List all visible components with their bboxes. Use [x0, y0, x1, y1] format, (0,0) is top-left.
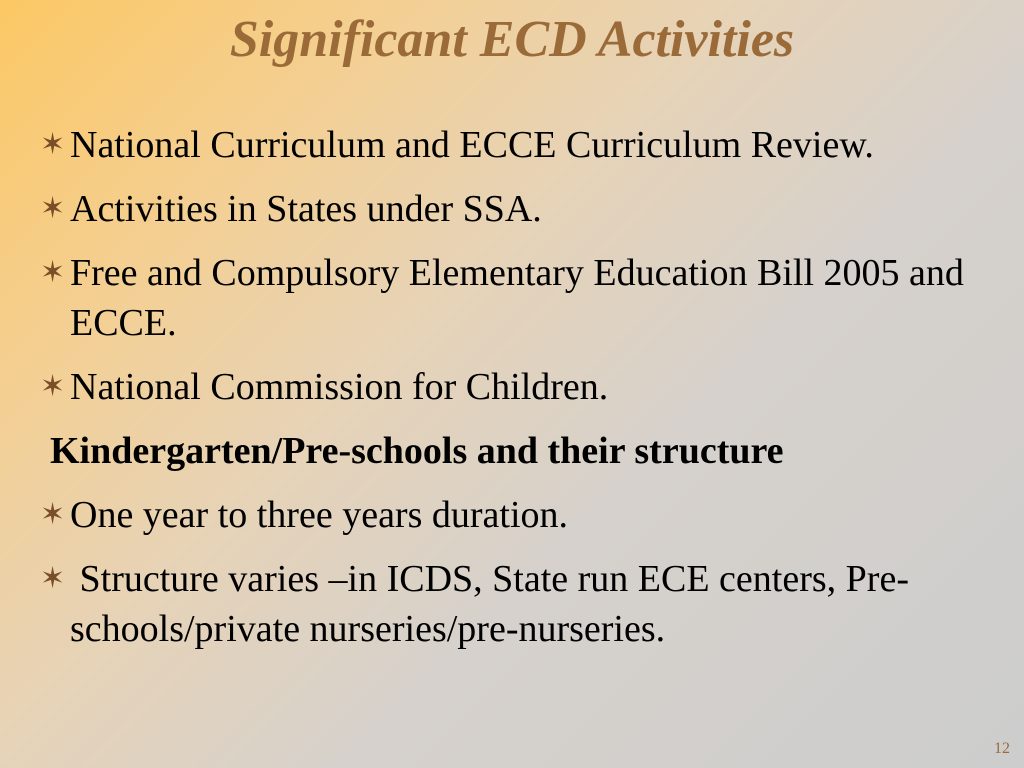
slide-title: Significant ECD Activities — [229, 11, 795, 68]
bullet-text: National Commission for Children. — [70, 366, 609, 408]
star-icon: ✶ — [40, 192, 66, 225]
section-heading: Kindergarten/Pre-schools and their structure — [50, 430, 784, 472]
bullet-item — [40, 248, 1010, 348]
bullet-item — [40, 120, 1010, 170]
page-number: 12 — [994, 740, 1010, 757]
bullet-list — [40, 120, 1010, 654]
bullet-item — [40, 490, 1010, 540]
bullet-item — [40, 184, 1010, 234]
star-icon: ✶ — [40, 498, 66, 531]
star-icon: ✶ — [40, 562, 66, 595]
bullet-text: Activities in States under SSA. — [70, 188, 542, 230]
bullet-text: National Curriculum and ECCE Curriculum Review. — [70, 124, 874, 166]
star-icon: ✶ — [40, 128, 66, 161]
bullet-text: Structure varies –in ICDS, State run ECE centers, Pre-schools/private nurseries/pre-nurseries. — [70, 558, 909, 650]
bullet-item — [40, 362, 1010, 412]
star-icon: ✶ — [40, 370, 66, 403]
bullet-item — [40, 554, 1010, 654]
star-icon: ✶ — [40, 256, 66, 289]
bullet-text: One year to three years duration. — [70, 494, 569, 536]
bullet-text: Free and Compulsory Elementary Education Bill 2005 and ECCE. — [70, 252, 964, 344]
